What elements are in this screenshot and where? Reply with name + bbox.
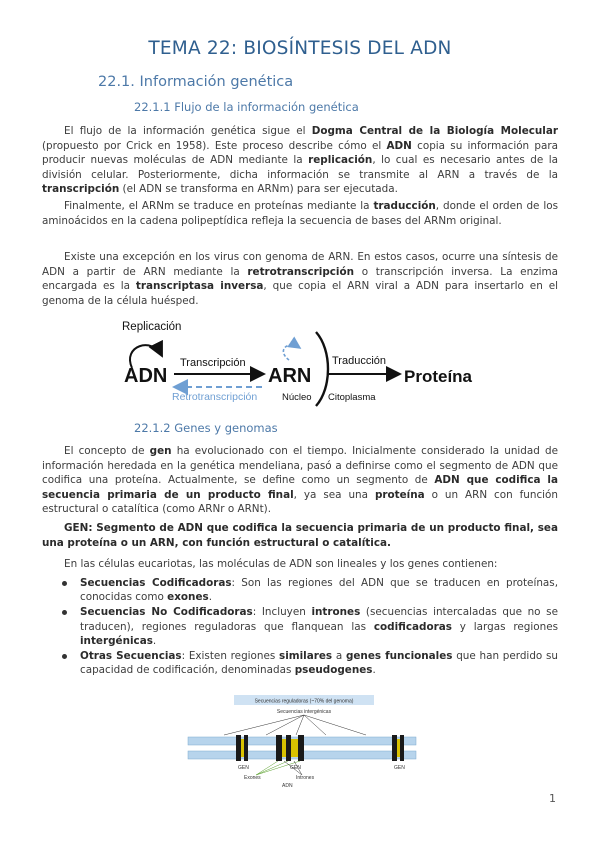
bullet-dot — [62, 581, 67, 586]
exones-label: Exones — [244, 775, 261, 781]
paragraph-gen-concepto: El concepto de gen ha evolucionado con el tiempo. Inicialmente considerado la unidad de información heredada en la genética mendeliana, pasó a definirse como el segmento de ADN que codifica una proteína. Actualmente, se define como un segmento de ADN que codifica la secuencia primaria de un producto final, ya sea una proteína o un ARN con función estructural o catalítica (como ARNr o ARNt). — [42, 445, 559, 516]
transcripcion-label: Transcripción — [180, 357, 246, 369]
arn-label: ARN — [268, 365, 312, 387]
intergenic-pointer-lines — [224, 715, 366, 735]
subsection-heading-flujo: 22.1.1 Flujo de la información genética — [134, 100, 359, 114]
gen-label-3: GEN — [394, 765, 405, 771]
nucleo-label: Núcleo — [282, 392, 312, 403]
paragraph-retrotranscripcion: Existe una excepción en los virus con genoma de ARN. En estos casos, ocurre una síntesis de ADN a partir de ARN mediante la retrotranscripción o transcripción inversa. La enzima encargada es la transcriptasa inversa, que copia el ARN viral a ADN para insertarlo en el genoma de la célula huésped. — [42, 251, 558, 307]
proteina-label: Proteína — [404, 367, 473, 386]
adn-label: ADN — [124, 365, 168, 387]
paragraph-dogma: El flujo de la información genética sigue el Dogma Central de la Biología Molecular (propuesto por Crick en 1958). Este proceso describe cómo el ADN copia su información para producir nuevas moléculas de ADN mediante la replicación, lo cual es necesario antes de la división celular. Posteriormente, dicha información se transmite al ARN a través de la transcripción (el ADN se transforma en ARNm) para ser ejecutada. — [42, 125, 558, 196]
regulatory-banner-label: Secuencias reguladoras (~70% del genoma) — [254, 698, 354, 705]
adn-strand-label: ADN — [282, 783, 293, 789]
intrones-label: Intrones — [296, 775, 315, 781]
gen-label-1: GEN — [238, 765, 249, 771]
page-number: 1 — [549, 792, 556, 805]
list-item: Secuencias No Codificadoras: Incluyen intrones (secuencias intercaladas que no se traducen), regiones reguladoras que flanquean las codificadoras y largas regiones intergénicas. — [42, 605, 558, 648]
retrotranscripcion-label: Retrotranscripción — [172, 391, 258, 403]
intergenic-label: Secuencias intergénicas — [276, 709, 332, 715]
bullet-dot — [62, 610, 67, 615]
gene-content-list — [42, 576, 558, 678]
paragraph-traduccion: Finalmente, el ARNm se traduce en proteínas mediante la traducción, donde el orden de los aminoácidos en la cadena polipeptídica refleja la secuencia de bases del ARNm original. — [42, 200, 558, 227]
section-heading: 22.1. Información genética — [98, 74, 294, 90]
traduccion-label: Traducción — [332, 355, 387, 367]
page-title: TEMA 22: BIOSÍNTESIS DEL ADN — [148, 38, 452, 59]
paragraph-gen-definition: GEN: Segmento de ADN que codifica la secuencia primaria de un producto final, sea una proteína o un ARN, con función estructural o catalítica. — [42, 522, 558, 549]
subsection-heading-genes: 22.1.2 Genes y genomas — [134, 421, 278, 435]
list-item: Secuencias Codificadoras: Son las regiones del ADN que se traducen en proteínas, conocidas como exones. — [42, 576, 558, 604]
paragraph-eucariotas: En las células eucariotas, las moléculas de ADN son lineales y los genes contienen: — [64, 558, 498, 570]
central-dogma-diagram — [118, 316, 490, 408]
replicacion-label: Replicación — [122, 321, 182, 333]
bullet-dot — [62, 654, 67, 659]
arn-replication-loop-arrow — [283, 345, 300, 360]
gene-structure-diagram — [186, 693, 418, 789]
gen-label-2: GEN — [290, 765, 301, 771]
citoplasma-label: Citoplasma — [328, 392, 376, 403]
nuclear-membrane-arc — [316, 332, 328, 406]
list-item: Otras Secuencias: Existen regiones similares a genes funcionales que han perdido su capacidad de codificación, denominadas pseudogenes. — [42, 649, 558, 677]
